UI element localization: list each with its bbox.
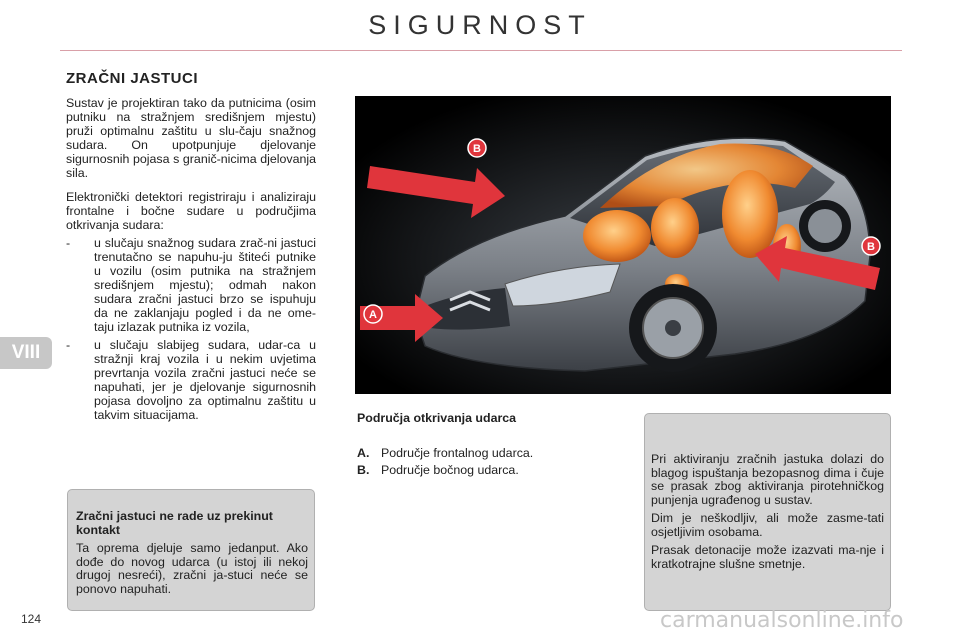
label-b-right: B [867, 241, 875, 253]
ignition-off-note [67, 489, 315, 611]
watermark: carmanualsonline.info [660, 608, 904, 633]
zone-item-a [357, 446, 533, 460]
chapter-tab[interactable]: VIII [0, 337, 52, 369]
list-dash: - [66, 338, 71, 352]
note-paragraph: Prasak detonacije može izazvati ma-nje i kratkotrajne slušne smetnje. [651, 543, 884, 571]
section-heading: ZRAČNI JASTUCI [66, 70, 199, 87]
list-item-text: u slučaju snažnog sudara zrač-ni jastuci trenutačno se napuhu-ju štiteći putnike u vozilu (osim putnika na stražnjem središnjem mjestu); odmah nakon sudara zračni jastuci brzo se ispuhuju da ne zaklanjaju pogled i da ne ome-taju izlazak putnika iz vozila, [94, 236, 316, 334]
airbag-illustration [355, 96, 891, 394]
label-a: A [369, 309, 377, 321]
detection-list [66, 236, 316, 426]
page-title: SIGURNOST [368, 10, 592, 40]
note-heading: Zračni jastuci ne rade uz prekinut kontakt [76, 509, 273, 537]
zones-heading: Područja otkrivanja udarca [357, 411, 517, 425]
list-dash: - [66, 236, 71, 250]
note-paragraph: Dim je neškodljiv, ali može zasme-tati osjetljivim osobama. [651, 511, 884, 539]
zone-text: Područje frontalnog udarca. [381, 446, 534, 460]
title-divider [60, 50, 902, 51]
list-item [66, 338, 316, 422]
note-paragraph: Pri aktiviranju zračnih jastuka dolazi do blagog ispuštanja bezopasnog dima i čuje se prasak zbog aktiviranja pirotehničkog punjenja ugrađenog u sustav. [651, 452, 884, 507]
zone-key: A. [357, 446, 370, 460]
label-b-top: B [473, 143, 481, 155]
detectors-paragraph: Elektronički detektori registriraju i analiziraju frontalne i bočne sudare u područjima otkrivanja sudara: [66, 190, 316, 232]
zone-key: B. [357, 463, 370, 477]
car-cutaway-graphic [355, 96, 891, 394]
page-number: 124 [21, 612, 42, 626]
zone-item-b [357, 463, 519, 477]
zone-text: Područje bočnog udarca. [381, 463, 519, 477]
list-item-text: u slučaju slabijeg sudara, udar-ca u stražnji kraj vozila i u nekim uvjetima prevrtanja vozila zračni jastuci neće se napuhati, jer je djelovanje sigurnosnih pojasa dovoljno za optimalnu zaštitu u takvim situacijama. [94, 338, 316, 422]
deployment-note [644, 413, 891, 611]
list-item [66, 236, 316, 334]
note-text: Ta oprema djeluje samo jedanput. Ako dođe do novog udarca (u istoj ili nekoj drugoj nesreći), zračni ja-stuci neće se ponovo napuhati. [76, 541, 308, 596]
intro-paragraph: Sustav je projektiran tako da putnicima (osim putniku na stražnjem središnjem mjestu) pruži optimalnu zaštitu u slu-čaju snažnog sudara. On upotpunjuje djelovanje sigurnosnih pojasa s granič-nicima djelovanja sila. [66, 96, 316, 180]
